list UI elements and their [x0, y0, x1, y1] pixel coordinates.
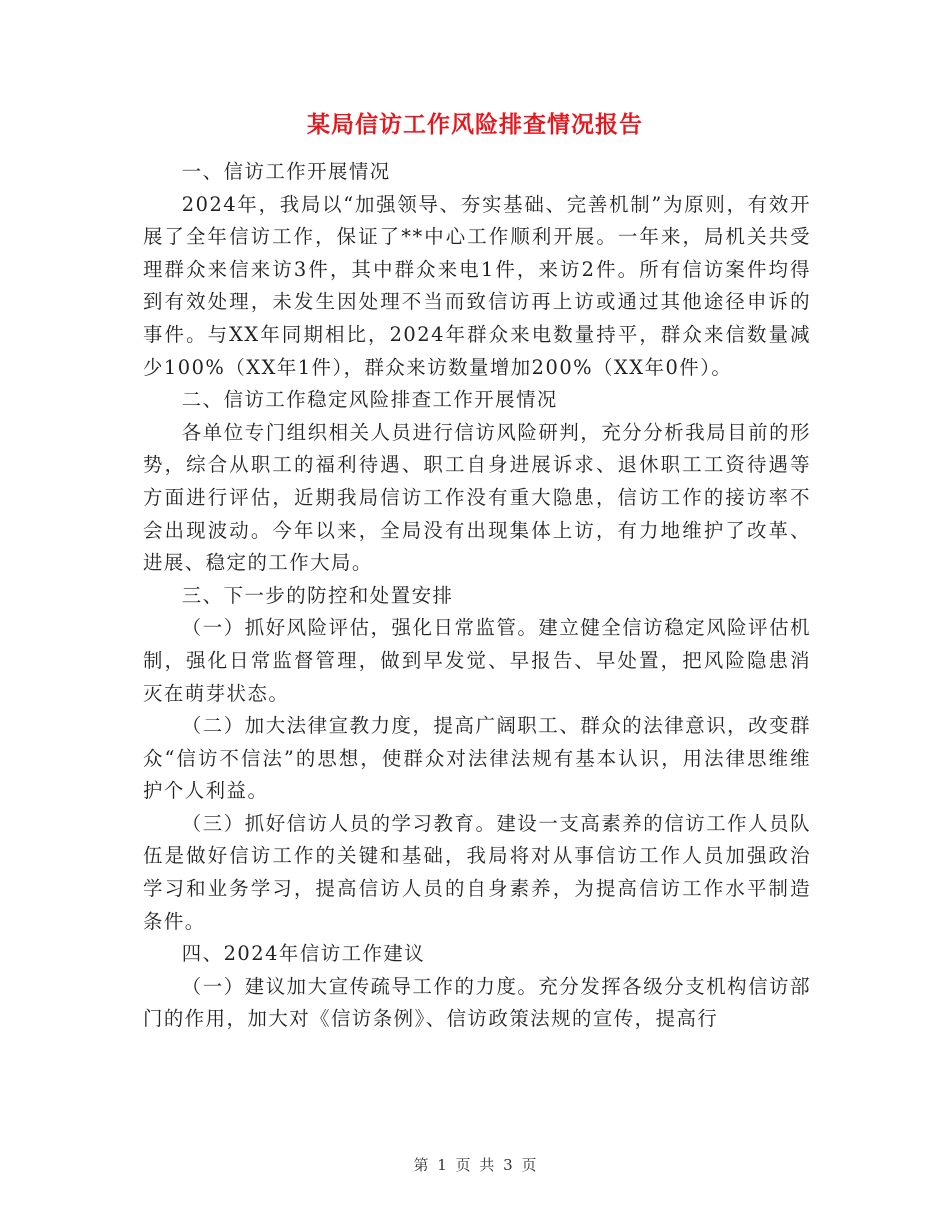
- document-body: [143, 156, 811, 1036]
- paragraph: 2024年，我局以“加强领导、夯实基础、完善机制”为原则，有效开展了全年信访工作，保证了**中心工作顺利开展。一年来，局机关共受理群众来信来访3件，其中群众来电1件，来访2件。所有信访案件均得到有效处理，未发生因处理不当而致信访再上访或通过其他途径申诉的事件。与XX年同期相比，2024年群众来电数量持平，群众来信数量减少100%（XX年1件），群众来访数量增加200%（XX年0件）。: [143, 192, 811, 379]
- section-heading-3: 三、下一步的防控和处置安排: [181, 583, 454, 607]
- section-heading-2: 二、信访工作稳定风险排查工作开展情况: [181, 388, 558, 412]
- document-title: 某局信访工作风险排查情况报告: [307, 111, 643, 138]
- paragraph: （三）抓好信访人员的学习教育。建设一支高素养的信访工作人员队伍是做好信访工作的关键和基础，我局将对从事信访工作人员加强政治学习和业务学习，提高信访人员的自身素养，为提高信访工作水平制造条件。: [143, 811, 811, 933]
- section-heading-1: 一、信访工作开展情况: [181, 160, 391, 183]
- section-heading-4: 四、2024年信访工作建议: [181, 942, 426, 966]
- paragraph: （一）抓好风险评估，强化日常监管。建立健全信访稳定风险评估机制，强化日常监督管理，做到早发觉、早报告、早处置，把风险隐患消灭在萌芽状态。: [143, 616, 811, 705]
- page-number-footer: 第 1 页 共 3 页: [413, 1156, 537, 1174]
- paragraph: 各单位专门组织相关人员进行信访风险研判，充分分析我局目前的形势，综合从职工的福利待遇、职工自身进展诉求、退休职工工资待遇等方面进行评估，近期我局信访工作没有重大隐患，信访工作的接访率不会出现波动。今年以来，全局没有出现集体上访，有力地维护了改革、进展、稳定的工作大局。: [143, 420, 811, 575]
- paragraph: （二）加大法律宣教力度，提高广阔职工、群众的法律意识，改变群众“信访不信法”的思想，使群众对法律法规有基本认识，用法律思维维护个人利益。: [143, 714, 811, 803]
- paragraph: （一）建议加大宣传疏导工作的力度。充分发挥各级分支机构信访部门的作用，加大对《信访条例》、信访政策法规的宣传，提高行: [143, 974, 811, 1031]
